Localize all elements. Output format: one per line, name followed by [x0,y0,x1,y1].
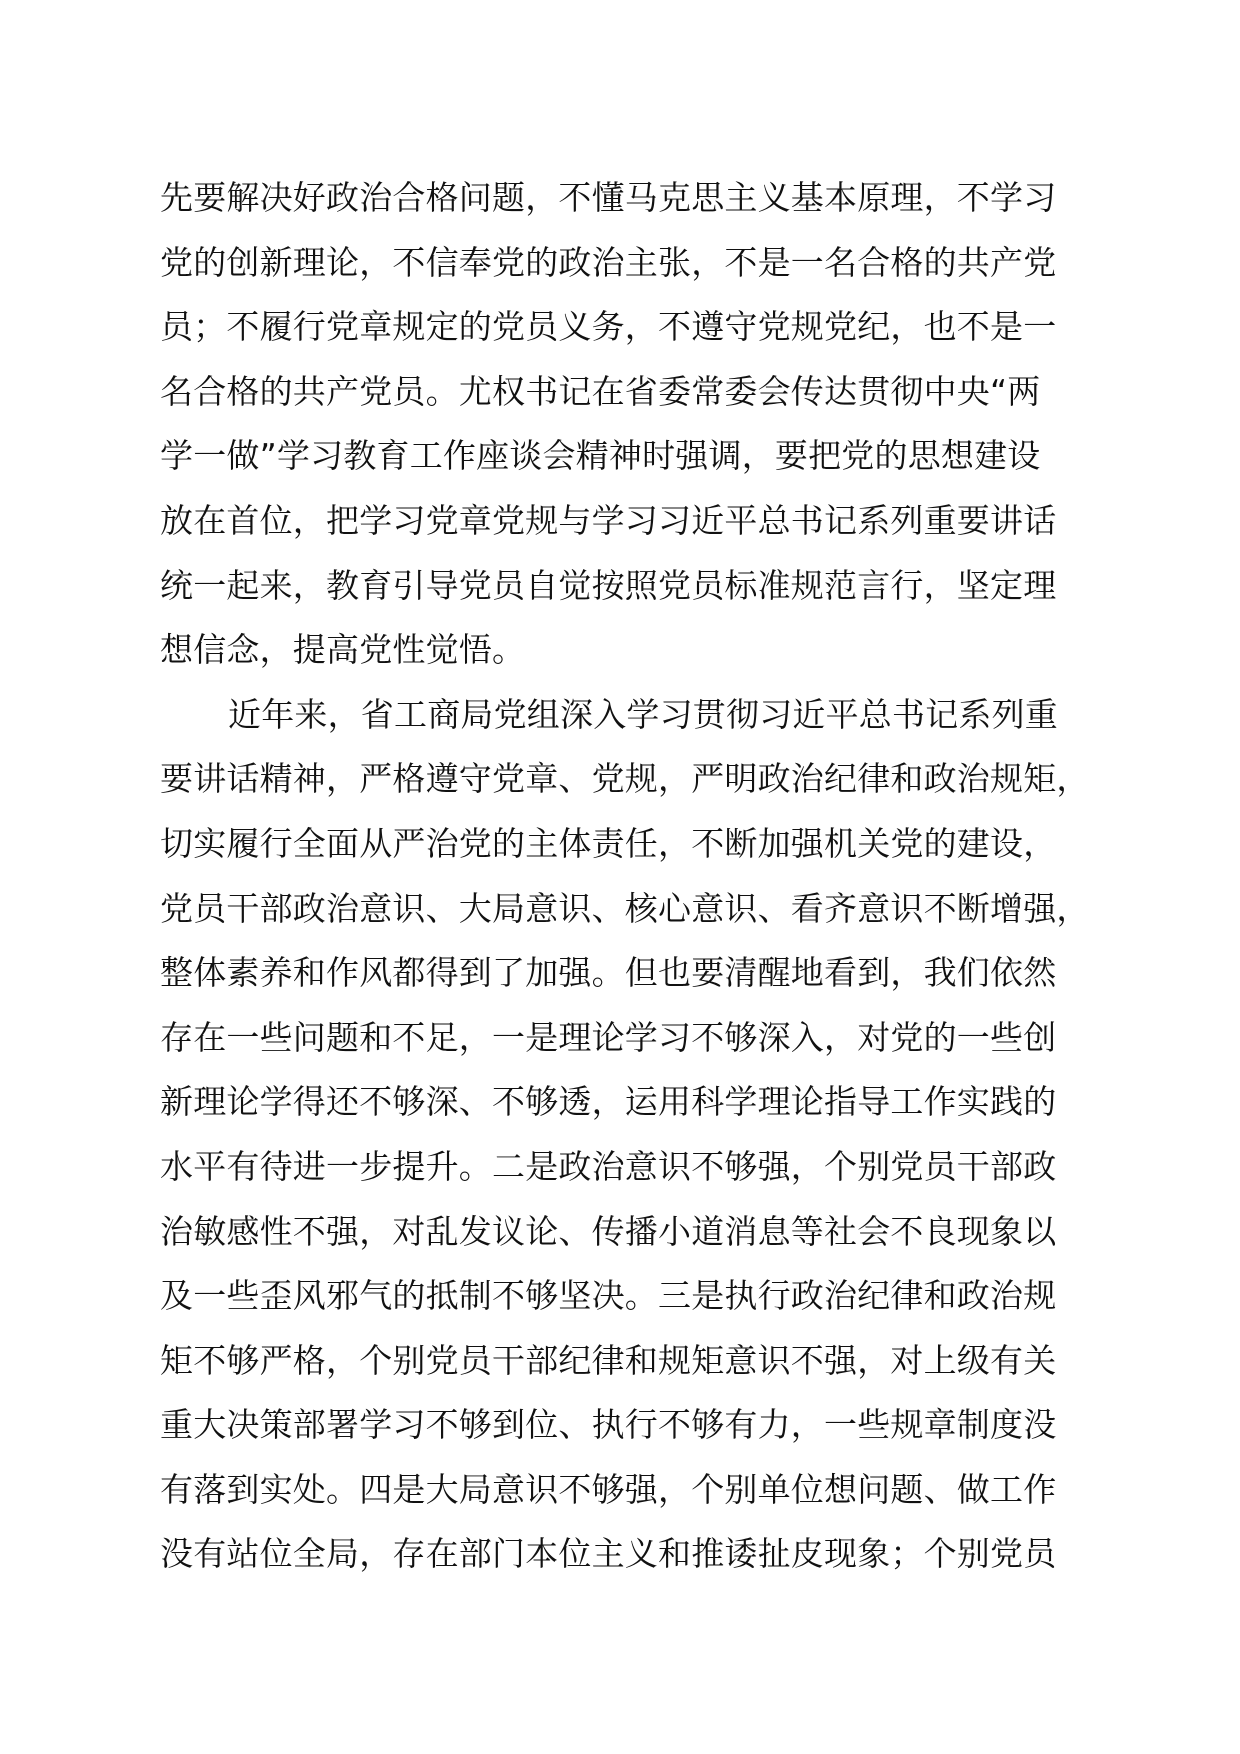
text-line: 想信念，提高党性觉悟。 [160,630,526,670]
text-line: 矩不够严格，个别党员干部纪律和规矩意识不强，对上级有关 [160,1340,1057,1380]
text-line: 没有站位全局，存在部门本位主义和推诿扯皮现象；个别党员 [160,1534,1057,1574]
text-line: 放在首位，把学习党章党规与学习习近平总书记系列重要讲话 [160,500,1057,540]
text-line: 党的创新理论，不信奉党的政治主张，不是一名合格的共产党 [160,242,1057,282]
text-line: 及一些歪风邪气的抵制不够坚决。三是执行政治纪律和政治规 [160,1276,1057,1316]
text-line: 切实履行全面从严治党的主体责任，不断加强机关党的建设， [160,823,1057,863]
body-text [160,166,1120,1587]
text-line: 统一起来，教育引导党员自觉按照党员标准规范言行，坚定理 [160,565,1057,605]
paragraph-start-line: 近年来，省工商局党组深入学习贯彻习近平总书记系列重 [228,694,1058,734]
text-line: 要讲话精神，严格遵守党章、党规，严明政治纪律和政治规矩， [160,759,1090,799]
text-line: 有落到实处。四是大局意识不够强，个别单位想问题、做工作 [160,1469,1057,1509]
text-line: 新理论学得还不够深、不够透，运用科学理论指导工作实践的 [160,1082,1057,1122]
text-line: 重大决策部署学习不够到位、执行不够有力，一些规章制度没 [160,1405,1057,1445]
text-line: 存在一些问题和不足，一是理论学习不够深入，对党的一些创 [160,1017,1057,1057]
text-line: 学一做”学习教育工作座谈会精神时强调，要把党的思想建设 [160,436,1041,476]
text-line: 治敏感性不强，对乱发议论、传播小道消息等社会不良现象以 [160,1211,1057,1251]
text-line: 员；不履行党章规定的党员义务，不遵守党规党纪，也不是一 [160,307,1057,347]
text-line: 水平有待进一步提升。二是政治意识不够强，个别党员干部政 [160,1146,1057,1186]
text-line: 整体素养和作风都得到了加强。但也要清醒地看到，我们依然 [160,953,1057,993]
text-line: 先要解决好政治合格问题，不懂马克思主义基本原理，不学习 [160,178,1057,217]
text-line: 名合格的共产党员。尤权书记在省委常委会传达贯彻中央“两 [160,371,1041,411]
text-line: 党员干部政治意识、大局意识、核心意识、看齐意识不断增强， [160,888,1090,928]
